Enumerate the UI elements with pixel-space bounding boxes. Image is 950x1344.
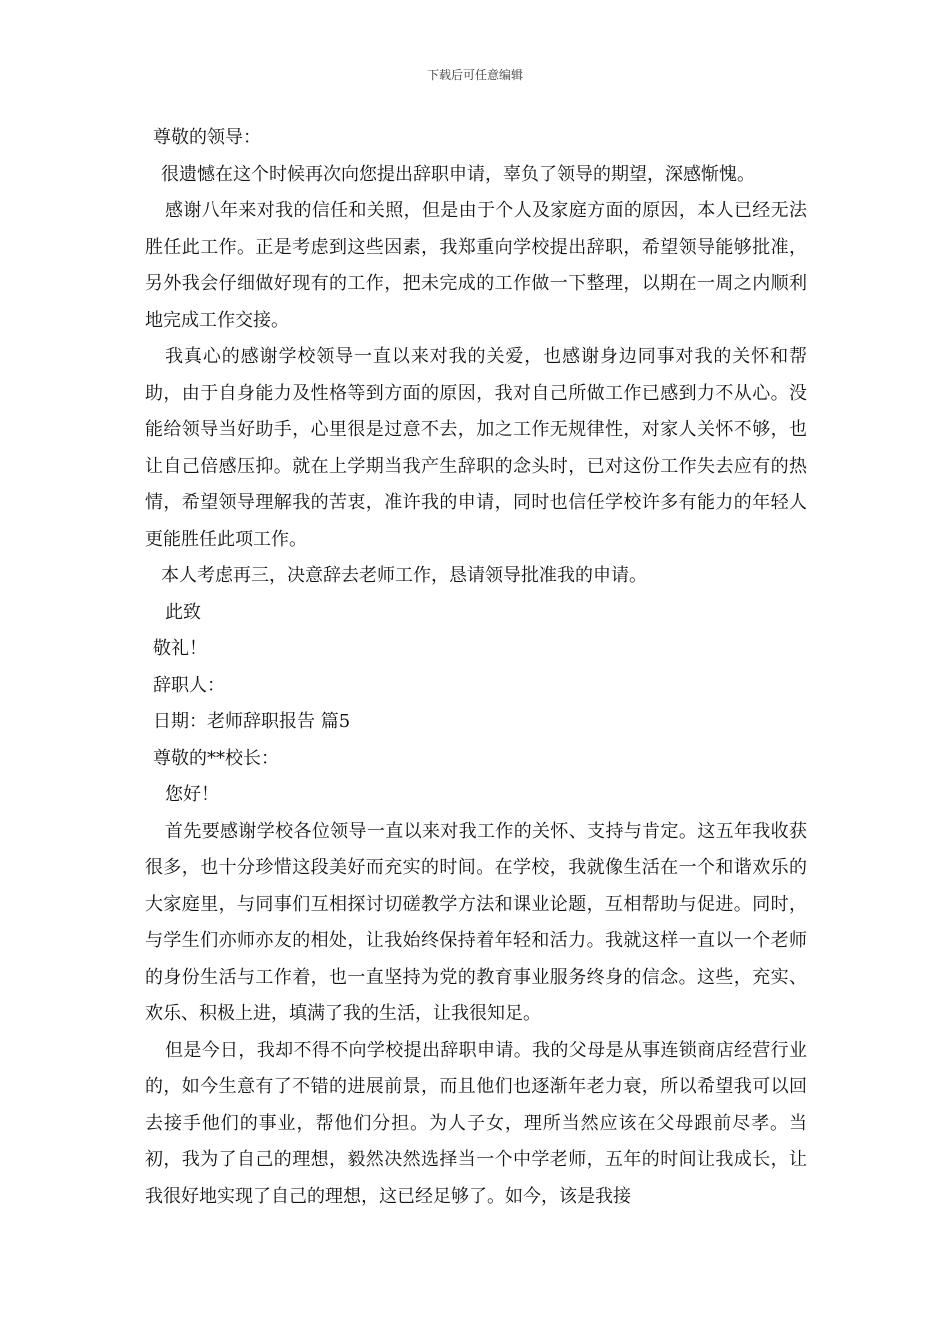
paragraph-decision: 本人考虑再三，决意辞去老师工作，恳请领导批准我的申请。 (161, 565, 647, 586)
greeting: 您好！ (165, 784, 219, 805)
date-and-title: 日期：老师辞职报告 篇5 (153, 711, 351, 732)
page-header: 下载后可任意编辑 (426, 68, 523, 82)
document-body (145, 120, 807, 1215)
paragraph-regret: 很遗憾在这个时候再次向您提出辞职申请，辜负了领导的期望，深感惭愧。 (161, 163, 755, 185)
salutation-principal: 尊敬的**校长： (153, 747, 279, 769)
paragraph-gratitude-colleagues: 我真心的感谢学校领导一直以来对我的关爱，也感谢身边同事对我的关怀和帮助，由于自身能力及性格等到方面的原因，我对自己所做工作已感到力不从心。没能给领导当好助手，心里很是过意不去，加之工作无规律性，对家人关怀不够，也让自己倍感压抑。就在上学期当我产生辞职的念头时，已对这份工作失去应有的热情，希望领导理解我的苦衷，准许我的申请，同时也信任学校许多有能力的年轻人更能胜任此项工作。 (145, 346, 807, 550)
salutation-leader: 尊敬的领导： (153, 127, 261, 148)
resigner-label: 辞职人： (153, 674, 225, 696)
paragraph-family-business: 但是今日，我却不得不向学校提出辞职申请。我的父母是从事连锁商店经营行业的，如今生意有了不错的进展前景，而且他们也逐渐年老力衰，所以希望我可以回去接手他们的事业，帮他们分担。为人子女，理所当然应该在父母跟前尽孝。当初，我为了自己的理想，毅然决然选择当一个中学老师，五年的时间让我成长，让我很好地实现了自己的理想，这已经足够了。如今，该是我接 (145, 1039, 807, 1207)
paragraph-thanks-five-years: 首先要感谢学校各位领导一直以来对我工作的关怀、支持与肯定。这五年我收获很多，也十分珍惜这段美好而充实的时间。在学校，我就像生活在一个和谐欢乐的大家庭里，与同事们互相探讨切磋教学方法和课业论题，互相帮助与促进。同时，与学生们亦师亦友的相处，让我始终保持着年轻和活力。我就这样一直以一个老师的身份生活与工作着，也一直坚持为党的教育事业服务终身的信念。这些，充实、欢乐、积极上进，填满了我的生活，让我很知足。 (145, 820, 807, 1024)
closing-jingli: 敬礼！ (153, 638, 207, 659)
paragraph-thanks-eight-years: 感谢八年来对我的信任和关照，但是由于个人及家庭方面的原因，本人已经无法胜任此工作。正是考虑到这些因素，我郑重向学校提出辞职，希望领导能够批准，另外我会仔细做好现有的工作，把未完成的工作做一下整理，以期在一周之内顺利地完成工作交接。 (145, 200, 807, 331)
closing-cizhi: 此致 (165, 601, 201, 623)
